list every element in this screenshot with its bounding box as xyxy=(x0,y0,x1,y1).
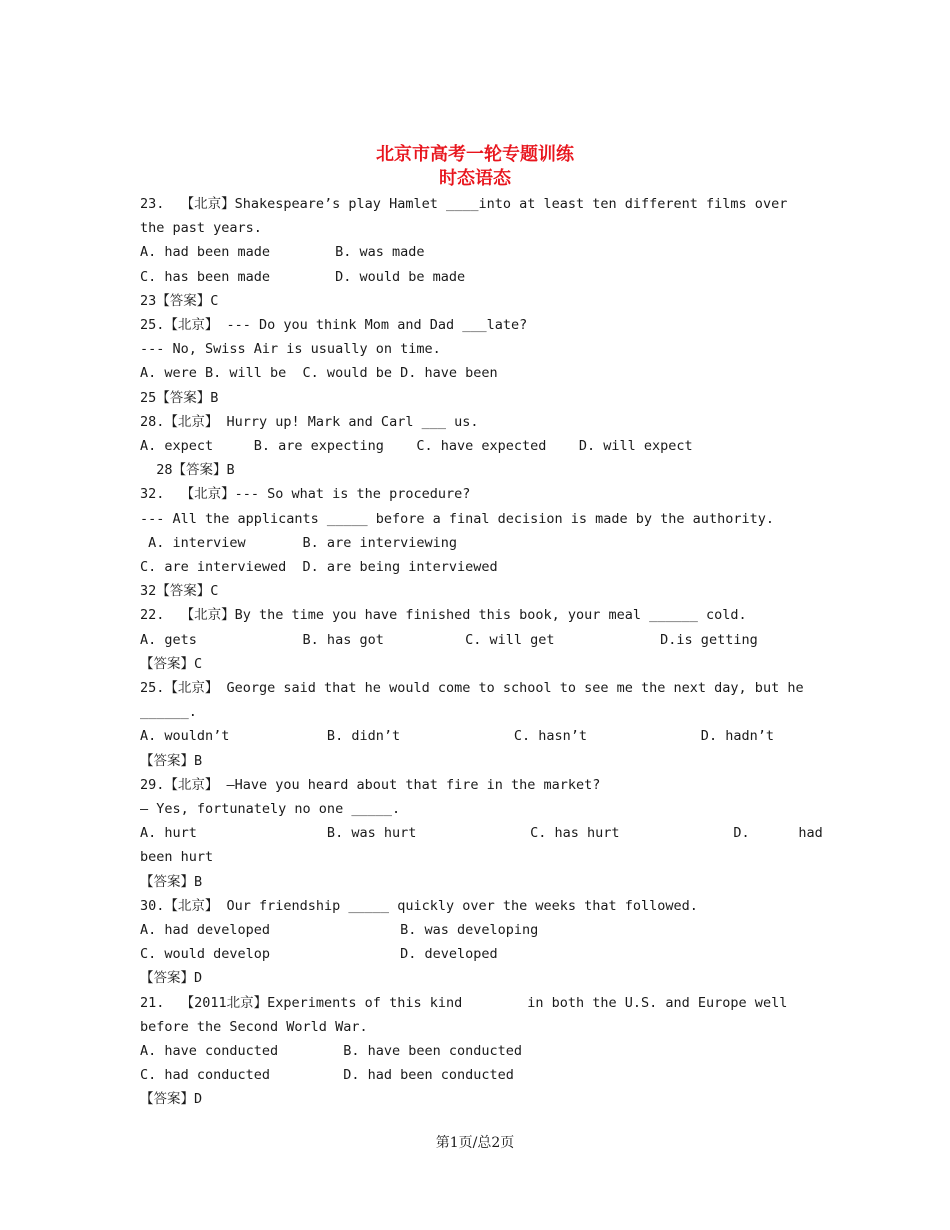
text-line: --- All the applicants _____ before a final decision is made by the authority. xyxy=(140,510,774,527)
text-line: A. have conducted B. have been conducted xyxy=(140,1043,523,1059)
text-line: 【答案】D xyxy=(140,970,203,987)
text-line: C. would develop D. developed xyxy=(140,946,498,963)
text-line: 【答案】B xyxy=(140,752,203,769)
text-line: C. had conducted D. had been conducted xyxy=(140,1067,514,1084)
text-line: A. hurt B. was hurt C. has hurt D. had xyxy=(140,825,823,842)
text-line: A. wouldn’t B. didn’t C. hasn’t D. hadn’t xyxy=(140,728,774,745)
text-line: --- No, Swiss Air is usually on time. xyxy=(140,341,441,358)
text-line: 32【答案】C xyxy=(140,583,219,600)
text-line: 25【答案】B xyxy=(140,389,219,406)
text-line: 【答案】B xyxy=(140,873,203,890)
document-subtitle: 时态语态 xyxy=(439,168,511,189)
text-line: 29.【北京】 —Have you heard about that fire in the market? xyxy=(140,776,601,793)
text-line: 23. 【北京】Shakespeare’s play Hamlet ____into at least ten different films over xyxy=(140,196,788,212)
text-line: the past years. xyxy=(140,220,262,237)
text-line: been hurt xyxy=(140,849,214,866)
page-footer: 第1页/总2页 xyxy=(435,1135,515,1151)
text-line: 【答案】D xyxy=(140,1091,203,1108)
text-line: A. expect B. are expecting C. have expected D. will expect xyxy=(140,438,693,454)
text-line: 22. 【北京】By the time you have finished this book, your meal ______ cold. xyxy=(140,607,747,624)
text-line: 23【答案】C xyxy=(140,292,219,309)
text-line: 21. 【2011北京】Experiments of this kind in both the U.S. and Europe well xyxy=(140,994,788,1011)
text-line: ______. xyxy=(140,704,197,721)
text-line: 28【答案】B xyxy=(140,462,235,479)
text-line: A. had developed B. was developing xyxy=(140,922,539,938)
text-line: 25.【北京】 George said that he would come to school to see me the next day, but he xyxy=(140,680,804,696)
text-line: 32. 【北京】--- So what is the procedure? xyxy=(140,486,471,503)
text-line: A. had been made B. was made xyxy=(140,244,425,261)
text-line: 28.【北京】 Hurry up! Mark and Carl ___ us. xyxy=(140,413,479,430)
text-line: A. interview B. are interviewing xyxy=(140,534,457,551)
text-line: A. were B. will be C. would be D. have been xyxy=(140,365,498,382)
text-line: 30.【北京】 Our friendship _____ quickly over the weeks that followed. xyxy=(140,897,698,914)
text-line: 25.【北京】 --- Do you think Mom and Dad ___late? xyxy=(140,317,528,333)
text-line: C. are interviewed D. are being interviewed xyxy=(140,559,498,575)
text-line: 【答案】C xyxy=(140,655,203,672)
text-line: A. gets B. has got C. will get D.is getting xyxy=(140,631,758,648)
text-line: — Yes, fortunately no one _____. xyxy=(140,801,401,817)
document-title: 北京市高考一轮专题训练 xyxy=(376,144,574,165)
text-line: before the Second World War. xyxy=(140,1018,368,1035)
text-line: C. has been made D. would be made xyxy=(140,268,466,285)
